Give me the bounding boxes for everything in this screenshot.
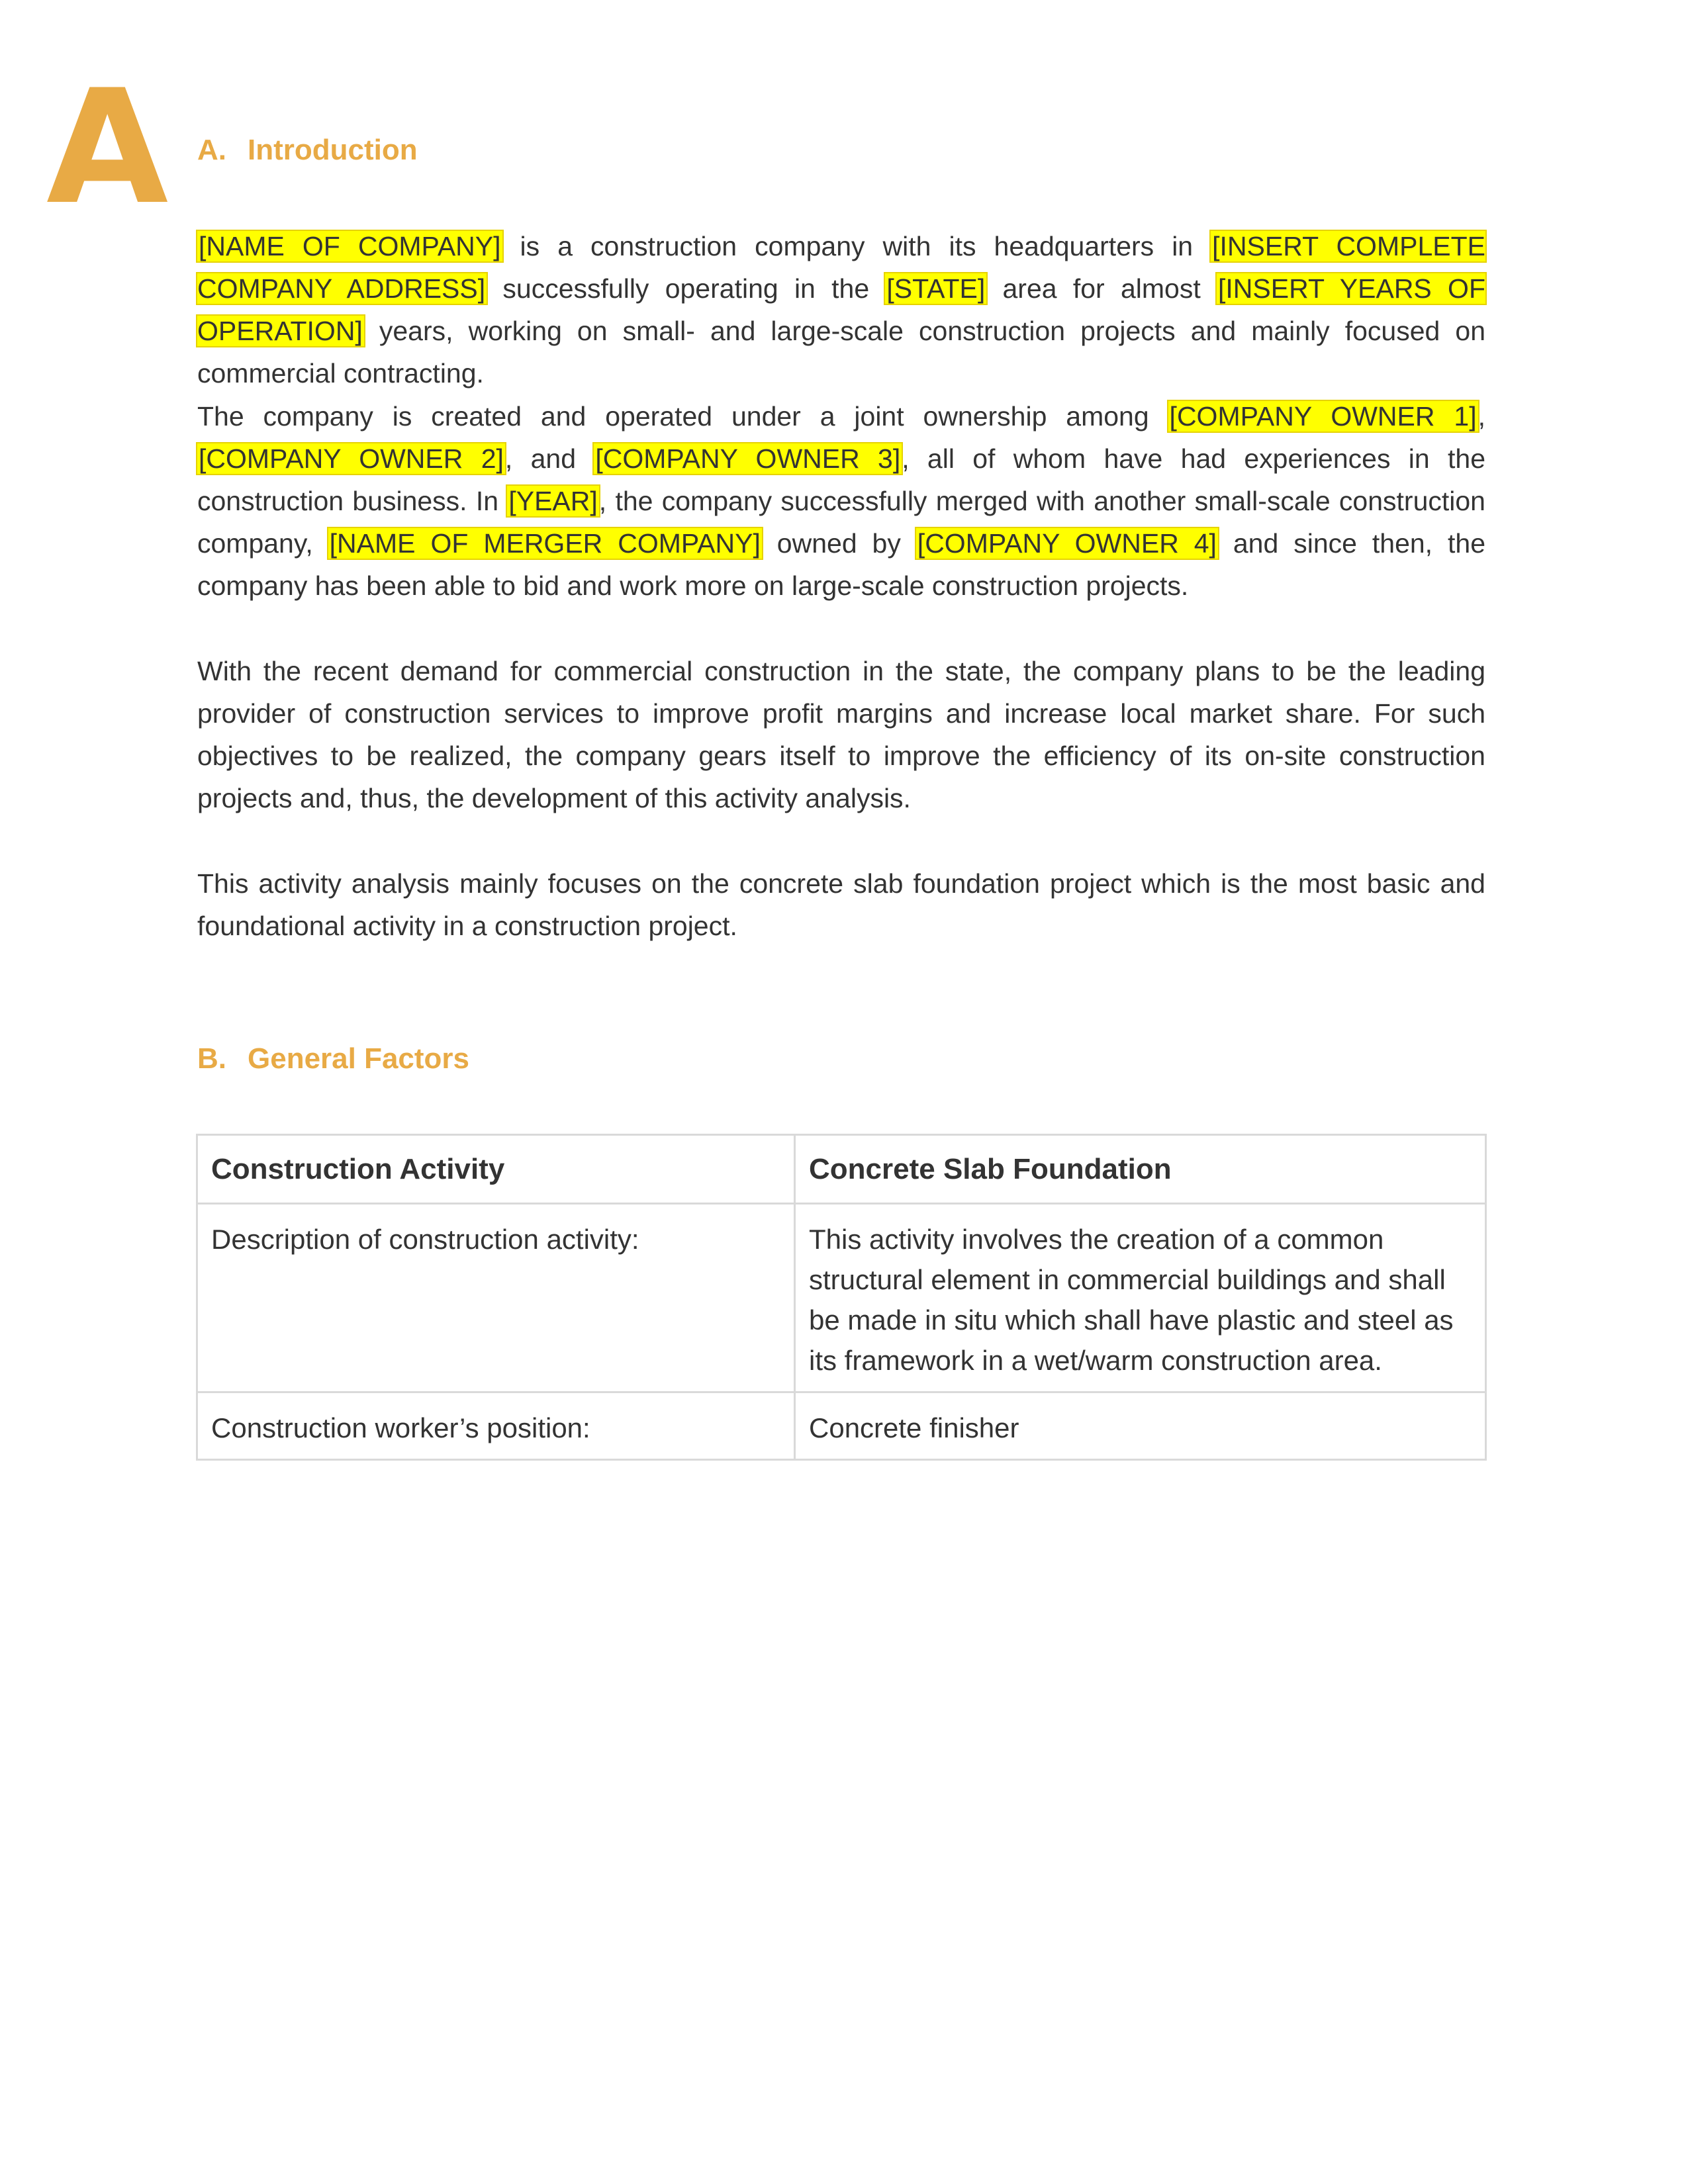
placeholder-year: [YEAR] <box>508 486 598 516</box>
placeholder-company-name: [NAME OF COMPANY] <box>199 231 501 261</box>
decorative-initial-letter: A <box>46 56 169 240</box>
paragraph-text: years, working on small- and large-scale construction projects and mainly focused on commercial contracting. <box>197 316 1485 388</box>
table-cell: Concrete finisher <box>795 1392 1486 1460</box>
paragraph-text: , all of whom have had experiences in the construction business. In <box>197 443 1485 516</box>
paragraph-text: , and <box>504 443 594 474</box>
general-factors-table <box>196 1134 1487 1461</box>
paragraph-text: is a construction company with its headquarters in <box>502 231 1211 261</box>
placeholder-company-owner-3: [COMPANY OWNER 3] <box>595 443 901 474</box>
paragraph-text: The company is created and operated under a joint ownership among <box>197 401 1168 432</box>
section-b-heading <box>197 1042 469 1075</box>
section-a-title: Introduction <box>248 134 418 166</box>
placeholder-company-owner-1: [COMPANY OWNER 1] <box>1169 401 1477 432</box>
placeholder-state: [STATE] <box>886 273 986 304</box>
table-cell: Construction worker’s position: <box>197 1392 795 1460</box>
table-cell: Description of construction activity: <box>197 1204 795 1392</box>
placeholder-company-address: [INSERT COMPLETE COMPANY ADDRESS] <box>197 231 1485 304</box>
intro-paragraph-2 <box>197 395 1485 607</box>
intro-paragraph-4: This activity analysis mainly focuses on the concrete slab foundation project which is the most basic and foundational activity in a construction project. <box>197 868 1485 941</box>
table-row <box>197 1392 1486 1460</box>
section-a-heading <box>197 134 418 167</box>
intro-paragraph-3: With the recent demand for commercial construction in the state, the company plans to be the leading provider of construction services to improve profit margins and increase local market share. For such objectives to be realized, the company gears itself to improve the efficiency of its on-site construction projects and, thus, the development of this activity analysis. <box>197 656 1485 813</box>
table-header-cell: Construction Activity <box>197 1135 795 1204</box>
section-b-title: General Factors <box>248 1042 470 1075</box>
section-a-number: A. <box>197 134 226 166</box>
section-b-number: B. <box>197 1042 226 1075</box>
placeholder-years-of-operation: [INSERT YEARS OF OPERATION] <box>197 273 1485 346</box>
paragraph-text: , <box>1477 401 1485 432</box>
placeholder-company-owner-2: [COMPANY OWNER 2] <box>199 443 504 474</box>
table-header-cell: Concrete Slab Foundation <box>795 1135 1486 1204</box>
paragraph-text: and since then, the company has been able to bid and work more on large-scale construction projects. <box>197 528 1485 601</box>
table-cell: This activity involves the creation of a common structural element in commercial buildings and shall be made in situ which shall have plastic and steel as its framework in a wet/warm construction area. <box>795 1204 1486 1392</box>
intro-paragraph-1 <box>197 225 1485 394</box>
paragraph-text: , the company successfully merged with another small-scale construction company, <box>197 486 1485 559</box>
placeholder-company-owner-4: [COMPANY OWNER 4] <box>917 528 1217 559</box>
paragraph-text: successfully operating in the <box>487 273 886 304</box>
paragraph-text: area for almost <box>986 273 1217 304</box>
placeholder-merger-company: [NAME OF MERGER COMPANY] <box>329 528 761 559</box>
table-row <box>197 1204 1486 1392</box>
paragraph-text: owned by <box>761 528 916 559</box>
table-header-row <box>197 1135 1486 1204</box>
